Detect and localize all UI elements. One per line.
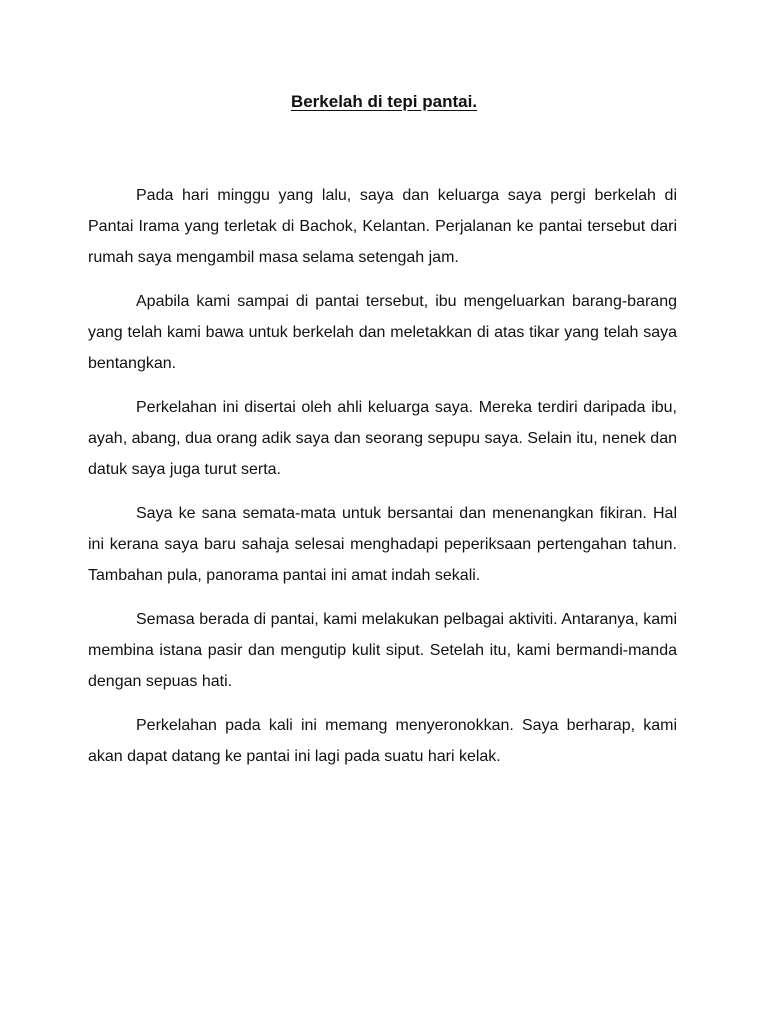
paragraph-5: Semasa berada di pantai, kami melakukan pelbagai aktiviti. Antaranya, kami membina istana pasir dan mengutip kulit siput. Setelah itu, kami bermandi-manda dengan sepuas hati. <box>88 611 677 690</box>
paragraph-3: Perkelahan ini disertai oleh ahli keluarga saya. Mereka terdiri daripada ibu, ayah, abang, dua orang adik saya dan seorang sepupu saya. Selain itu, nenek dan datuk saya juga turut serta. <box>88 399 677 478</box>
paragraph-6: Perkelahan pada kali ini memang menyeronokkan. Saya berharap, kami akan dapat datang ke pantai ini lagi pada suatu hari kelak. <box>88 717 677 765</box>
paragraph-2: Apabila kami sampai di pantai tersebut, ibu mengeluarkan barang-barang yang telah kami bawa untuk berkelah dan meletakkan di atas tikar yang telah saya bentangkan. <box>88 293 677 372</box>
paragraph-1: Pada hari minggu yang lalu, saya dan keluarga saya pergi berkelah di Pantai Irama yang terletak di Bachok, Kelantan. Perjalanan ke pantai tersebut dari rumah saya mengambil masa selama setengah jam. <box>88 187 677 266</box>
document-body <box>88 180 677 785</box>
document-title: Berkelah di tepi pantai. <box>290 92 478 111</box>
paragraph-4: Saya ke sana semata-mata untuk bersantai dan menenangkan fikiran. Hal ini kerana saya baru sahaja selesai menghadapi peperiksaan pertengahan tahun. Tambahan pula, panorama pantai ini amat indah sekali. <box>88 505 677 584</box>
